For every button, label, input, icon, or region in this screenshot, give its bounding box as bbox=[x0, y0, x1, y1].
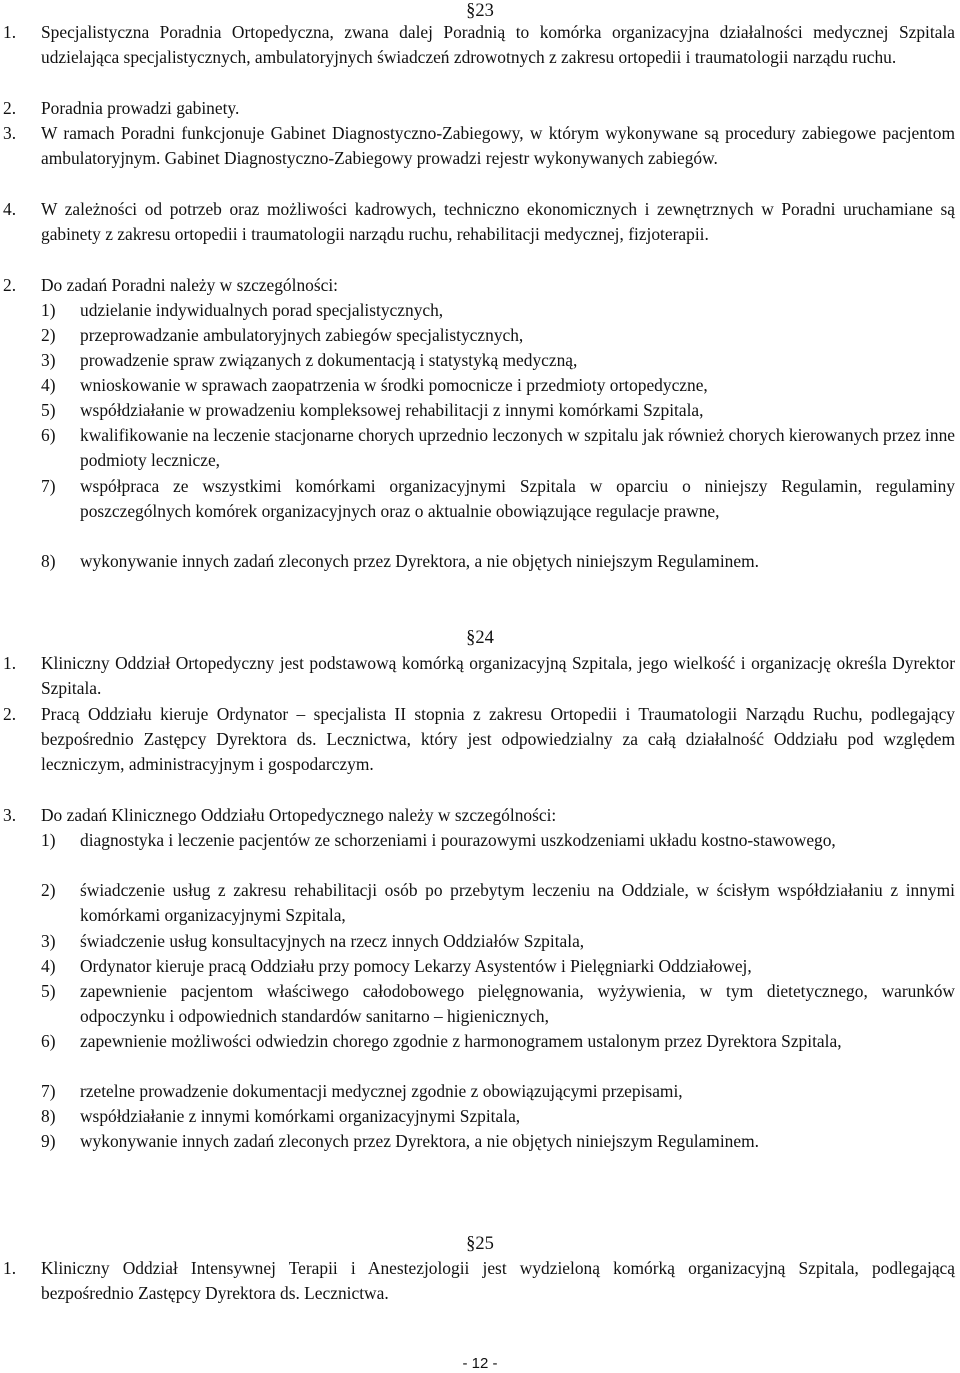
list-item-23-3 bbox=[41, 348, 955, 373]
list-item-number: 9) bbox=[41, 1131, 56, 1151]
list-item-number: 4) bbox=[41, 375, 56, 395]
paragraph-text: Kliniczny Oddział Intensywnej Terapii i Anestezjologii jest wydzieloną komórką organizacyjną Szpitala, podlegającą bezpośrednio Zastępcy Dyrektora ds. Lecznictwa. bbox=[41, 1258, 955, 1303]
paragraph-number: 1. bbox=[3, 653, 17, 673]
section-heading-24: §24 bbox=[466, 628, 494, 648]
list-item-text: wykonywanie innych zadań zleconych przez Dyrektora, a nie objętych niniejszym Regulaminem. bbox=[80, 1131, 759, 1151]
list-item-number: 3) bbox=[41, 931, 56, 951]
list-item-text: wnioskowanie w sprawach zaopatrzenia w środki pomocnicze i przedmioty ortopedyczne, bbox=[80, 375, 708, 395]
paragraph-text: Pracą Oddziału kieruje Ordynator – specjalista II stopnia z zakresu Ortopedii i Traumatologii Narządu Ruchu, podlegający bezpośrednio Zastępcy Dyrektora ds. Lecznictwa, który jest odpowiedzialny za całą działalność Oddziału pod względem leczniczym, administracyjnym i gospodarczym. bbox=[41, 704, 955, 774]
paragraph-number: 1. bbox=[3, 22, 17, 42]
paragraph-text: Do zadań Poradni należy w szczególności: bbox=[41, 275, 338, 295]
list-item-number: 8) bbox=[41, 551, 56, 571]
list-item-number: 7) bbox=[41, 1081, 56, 1101]
list-item-23-1 bbox=[41, 298, 955, 323]
list-item-24-7 bbox=[41, 1079, 955, 1104]
section-heading-25: §25 bbox=[466, 1234, 494, 1254]
list-item-number: 2) bbox=[41, 880, 56, 900]
paragraph-text: Kliniczny Oddział Ortopedyczny jest podstawową komórką organizacyjną Szpitala, jego wielkość i organizację określa Dyrektor Szpitala. bbox=[41, 653, 955, 698]
list-item-text: przeprowadzanie ambulatoryjnych zabiegów specjalistycznych, bbox=[80, 325, 524, 345]
list-item-number: 5) bbox=[41, 400, 56, 420]
paragraph-number: 4. bbox=[3, 199, 17, 219]
paragraph-number: 2. bbox=[3, 98, 17, 118]
list-item-text: współdziałanie w prowadzeniu kompleksowej rehabilitacji z innymi komórkami Szpitala, bbox=[80, 400, 704, 420]
list-item-23-6 bbox=[41, 423, 955, 473]
list-item-text: zapewnienie możliwości odwiedzin chorego zgodnie z harmonogramem ustalonym przez Dyrektora Szpitala, bbox=[80, 1031, 842, 1051]
list-item-text: rzetelne prowadzenie dokumentacji medycznej zgodnie z obowiązującymi przepisami, bbox=[80, 1081, 683, 1101]
list-item-text: współpraca ze wszystkimi komórkami organizacyjnymi Szpitala w oparciu o niniejszy Regulamin, regulaminy poszczególnych komórek organizacyjnych oraz o aktualnie obowiązujące regulacje prawne, bbox=[80, 476, 955, 521]
paragraph-23-2 bbox=[3, 96, 955, 121]
list-item-text: wykonywanie innych zadań zleconych przez Dyrektora, a nie objętych niniejszym Regulaminem. bbox=[80, 551, 759, 571]
paragraph-25-1 bbox=[3, 1256, 955, 1306]
paragraph-24-2 bbox=[3, 702, 955, 777]
paragraph-text: Do zadań Klinicznego Oddziału Ortopedycznego należy w szczególności: bbox=[41, 805, 557, 825]
paragraph-24-1 bbox=[3, 651, 955, 701]
list-item-text: współdziałanie z innymi komórkami organizacyjnymi Szpitala, bbox=[80, 1106, 521, 1126]
list-item-number: 7) bbox=[41, 476, 56, 496]
list-item-23-8 bbox=[41, 549, 955, 574]
paragraph-23-1 bbox=[3, 20, 955, 70]
list-item-24-2 bbox=[41, 878, 955, 928]
list-item-24-4 bbox=[41, 954, 955, 979]
list-item-23-5 bbox=[41, 398, 955, 423]
list-item-number: 8) bbox=[41, 1106, 56, 1126]
section-heading-23: §23 bbox=[466, 1, 494, 21]
paragraph-23-4 bbox=[3, 197, 955, 247]
list-item-23-2 bbox=[41, 323, 955, 348]
list-item-number: 4) bbox=[41, 956, 56, 976]
page-number: - 12 - bbox=[462, 1355, 498, 1372]
list-item-number: 5) bbox=[41, 981, 56, 1001]
paragraph-24-tasks bbox=[3, 803, 955, 828]
list-item-number: 6) bbox=[41, 425, 56, 445]
list-item-number: 1) bbox=[41, 300, 56, 320]
list-item-number: 1) bbox=[41, 830, 56, 850]
paragraph-text: Poradnia prowadzi gabinety. bbox=[41, 98, 240, 118]
list-item-number: 3) bbox=[41, 350, 56, 370]
list-item-text: świadczenie usług z zakresu rehabilitacji osób po przebytym leczeniu na Oddziale, w ścisłym współdziałaniu z innymi komórkami organizacyjnymi Szpitala, bbox=[80, 880, 955, 925]
paragraph-23-3 bbox=[3, 121, 955, 171]
list-item-number: 2) bbox=[41, 325, 56, 345]
paragraph-text: Specjalistyczna Poradnia Ortopedyczna, zwana dalej Poradnią to komórka organizacyjna działalności medycznej Szpitala udzielająca specjalistycznych, ambulatoryjnych świadczeń zdrowotnych z zakresu ortopedii i traumatologii narządu ruchu. bbox=[41, 22, 955, 67]
list-item-24-9 bbox=[41, 1129, 955, 1154]
list-item-text: prowadzenie spraw związanych z dokumentacją i statystyką medyczną, bbox=[80, 350, 578, 370]
list-item-number: 6) bbox=[41, 1031, 56, 1051]
list-item-text: Ordynator kieruje pracą Oddziału przy pomocy Lekarzy Asystentów i Pielęgniarki Oddziałowej, bbox=[80, 956, 752, 976]
list-item-24-5 bbox=[41, 979, 955, 1029]
list-item-text: diagnostyka i leczenie pacjentów ze schorzeniami i pourazowymi uszkodzeniami układu kostno-stawowego, bbox=[80, 830, 836, 850]
paragraph-text: W zależności od potrzeb oraz możliwości kadrowych, techniczno ekonomicznych i zewnętrznych w Poradni uruchamiane są gabinety z zakresu ortopedii i traumatologii narządu ruchu, rehabilitacji medycznej, fizjoterapii. bbox=[41, 199, 955, 244]
paragraph-number: 2. bbox=[3, 275, 17, 295]
paragraph-text: W ramach Poradni funkcjonuje Gabinet Diagnostyczno-Zabiegowy, w którym wykonywane są procedury zabiegowe pacjentom ambulatoryjnym. Gabinet Diagnostyczno-Zabiegowy prowadzi rejestr wykonywanych zabiegów. bbox=[41, 123, 955, 168]
list-item-text: zapewnienie pacjentom właściwego całodobowego pielęgnowania, wyżywienia, w tym dietetycznego, warunków odpoczynku i odpowiednich standardów sanitarno – higienicznych, bbox=[80, 981, 955, 1026]
paragraph-23-tasks bbox=[3, 273, 955, 298]
paragraph-number: 3. bbox=[3, 805, 17, 825]
list-item-text: świadczenie usług konsultacyjnych na rzecz innych Oddziałów Szpitala, bbox=[80, 931, 585, 951]
paragraph-number: 2. bbox=[3, 704, 17, 724]
list-item-text: udzielanie indywidualnych porad specjalistycznych, bbox=[80, 300, 444, 320]
list-item-24-3 bbox=[41, 929, 955, 954]
list-item-23-4 bbox=[41, 373, 955, 398]
list-item-23-7 bbox=[41, 474, 955, 524]
paragraph-number: 3. bbox=[3, 123, 17, 143]
list-item-24-8 bbox=[41, 1104, 955, 1129]
list-item-text: kwalifikowanie na leczenie stacjonarne chorych uprzednio leczonych w szpitalu jak również chorych kierowanych przez inne podmioty lecznicze, bbox=[80, 425, 955, 470]
paragraph-number: 1. bbox=[3, 1258, 17, 1278]
list-item-24-1 bbox=[41, 828, 955, 853]
list-item-24-6 bbox=[41, 1029, 955, 1054]
